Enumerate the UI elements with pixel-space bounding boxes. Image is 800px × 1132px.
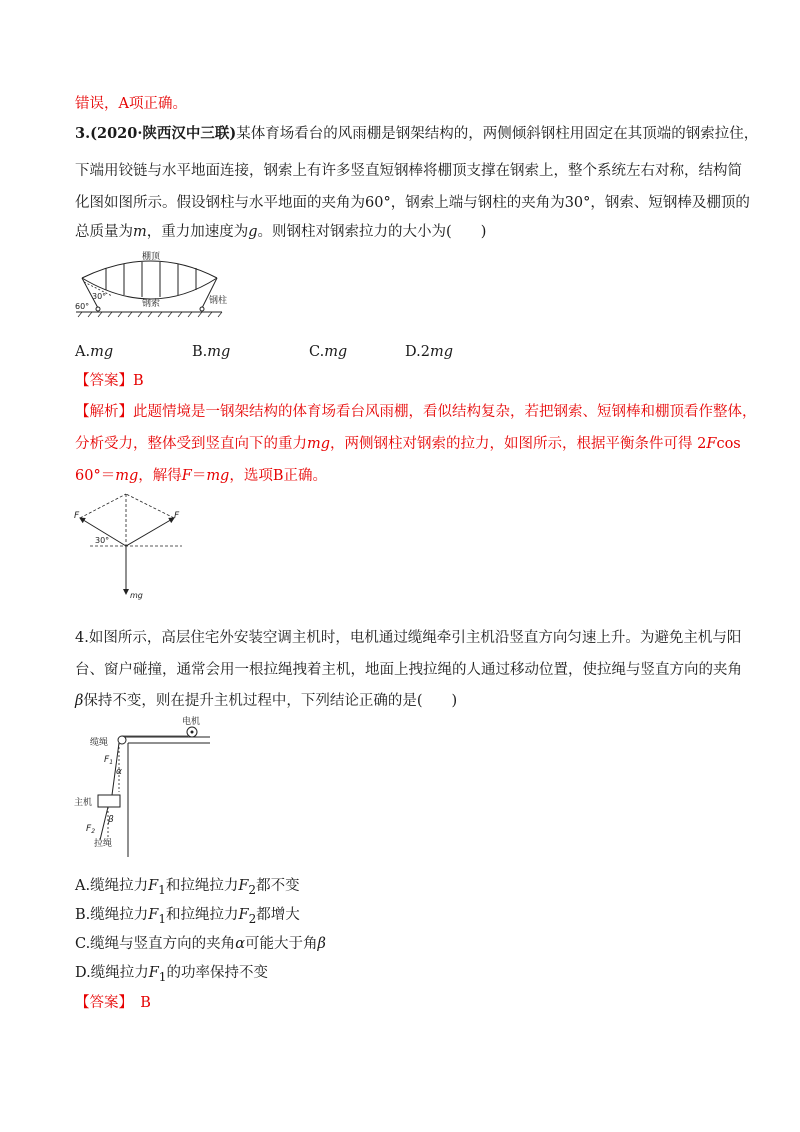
label-pillar: 钢柱 [209, 296, 228, 306]
q3-stem-text-4a: 总质量为 [75, 224, 133, 240]
label-force-left: F [74, 511, 80, 521]
option-text: 都增大 [256, 907, 300, 923]
q3-source: (2020·陕西汉中三联) [90, 125, 237, 142]
q4-answer: 【答案】 B [75, 995, 151, 1011]
beta-symbol: β [75, 693, 84, 709]
subscript: 2 [248, 911, 257, 926]
q3-number: 3. [75, 125, 91, 142]
analysis-text-1: 此题情境是一钢架结构的体育场看台风雨棚，看似结构复杂，若把钢索、短钢棒和棚顶看作整体， [133, 404, 757, 420]
q3-stem-line-3: 化图如图所示。假设钢柱与水平地面的夹角为60°，钢索上端与钢柱的夹角为30°，钢索、短钢棒及棚顶的 [75, 195, 750, 211]
option-text: A.缆绳拉力 [75, 878, 149, 894]
pulley [118, 736, 126, 744]
q3-force-diagram [70, 490, 190, 605]
force-right-vector [126, 518, 174, 546]
analysis-text: ，选项B正确。 [229, 468, 328, 484]
analysis-text: ，解得 [138, 468, 182, 484]
subscript: 1 [158, 882, 166, 897]
left-hinge [96, 307, 100, 311]
option-key: D.2 [405, 344, 430, 360]
option-text: B.缆绳拉力 [75, 907, 149, 923]
host-unit [98, 795, 120, 807]
q4-stem-line-1: 4.如图所示，高层住宅外安装空调主机时，电机通过缆绳牵引主机沿竖直方向匀速上升。为避免主机与阳 [75, 630, 742, 646]
q3-option-b[interactable] [192, 342, 230, 362]
beta-symbol: β [317, 936, 326, 952]
q3-stem-text-4c: 。则钢柱对钢索拉力的大小为( ) [257, 224, 487, 240]
option-text: D.缆绳拉力 [75, 965, 149, 981]
label-weight: mg [130, 591, 143, 600]
subscript: 1 [158, 969, 167, 984]
parallelogram-dash-left [80, 494, 126, 518]
option-text: 都不变 [256, 878, 300, 894]
q4-option-b[interactable] [75, 905, 300, 929]
q3-option-d[interactable] [405, 342, 453, 362]
analysis-text: 60°＝ [75, 468, 116, 484]
q3-option-a[interactable] [75, 342, 113, 362]
label-roof: 棚顶 [142, 252, 161, 262]
q3-analysis-line-2 [75, 434, 741, 454]
label-beta: β [108, 815, 114, 825]
short-steel-rods [106, 262, 196, 297]
option-key: B. [192, 344, 208, 360]
canopy-roof-curve [82, 261, 217, 278]
analysis-symbol: mg [206, 468, 230, 484]
q3-canopy-figure [72, 250, 232, 328]
label-force-right: F [174, 511, 180, 521]
q3-stem-line-2: 下端用铰链与水平地面连接，钢索上有许多竖直短钢棒将棚顶支撑在钢索上，整个系统左右对称，结构简 [75, 163, 742, 179]
analysis-symbol: F [706, 436, 717, 452]
q3-option-c[interactable] [309, 342, 347, 362]
force-symbol: F [148, 878, 159, 894]
q3-stem-line-1 [75, 124, 758, 144]
analysis-symbol: F [181, 468, 192, 484]
label-rope: 拉绳 [94, 839, 113, 849]
pull-rope [100, 807, 108, 840]
q4-option-d[interactable] [75, 963, 268, 987]
q3-stem-text-4b: ，重力加速度为 [146, 224, 249, 240]
ground-hatch [78, 312, 222, 317]
option-value: mg [207, 344, 231, 360]
label-angle-60: 60° [75, 302, 90, 311]
label-angle-30: 30° [95, 536, 110, 545]
subscript: 2 [248, 882, 257, 897]
q4-option-a[interactable] [75, 876, 300, 900]
option-text: 可能大于角 [244, 936, 318, 952]
q4-stem-text-3: 保持不变，则在提升主机过程中，下列结论正确的是( ) [83, 693, 458, 709]
force-symbol: F [238, 907, 249, 923]
analysis-text: ＝ [191, 468, 207, 484]
option-text: 的功率保持不变 [166, 965, 268, 981]
q3-gravity-symbol: g [248, 224, 258, 240]
option-text: C.缆绳与竖直方向的夹角 [75, 936, 236, 952]
analysis-symbol: mg [307, 436, 331, 452]
q4-option-c[interactable] [75, 934, 326, 954]
label-f2: $F_2$ [86, 824, 96, 835]
q3-stem-line-4 [75, 222, 486, 242]
q4-hoist-figure [70, 712, 220, 862]
prev-answer-tail: 错误，A项正确。 [75, 96, 187, 112]
analysis-text: ，两侧钢柱对钢索的拉力，如图所示，根据平衡条件可得 2 [330, 436, 707, 452]
label-cable: 钢索 [142, 299, 161, 309]
q3-analysis-line-1 [75, 402, 757, 422]
option-key: C. [309, 344, 325, 360]
q3-answer: 【答案】B [75, 373, 144, 389]
q3-mass-symbol: m [133, 224, 147, 240]
analysis-head: 【解析】 [75, 404, 133, 420]
label-f1: $F_1$ [104, 755, 114, 766]
label-motor: 电机 [182, 717, 201, 727]
q4-stem-line-2: 台、窗户碰撞，通常会用一根拉绳拽着主机，地面上拽拉绳的人通过移动位置，使拉绳与竖直方向的夹角 [75, 662, 742, 678]
right-hinge [200, 307, 204, 311]
label-angle-30: 30° [92, 292, 107, 301]
option-text: 和拉绳拉力 [165, 878, 239, 894]
parallelogram-dash-right [126, 494, 174, 518]
force-symbol: F [148, 965, 159, 981]
label-alpha: α [116, 767, 122, 777]
analysis-text: cos [716, 436, 741, 452]
q3-analysis-line-3 [75, 466, 327, 486]
label-host: 主机 [74, 798, 93, 808]
label-cable: 缆绳 [90, 738, 109, 748]
option-key: A. [75, 344, 91, 360]
alpha-symbol: α [235, 936, 245, 952]
analysis-symbol: mg [115, 468, 139, 484]
force-symbol: F [148, 907, 159, 923]
q3-stem-text-1: 某体育场看台的风雨棚是钢架结构的，两侧倾斜钢柱用固定在其顶端的钢索拉住， [236, 126, 759, 142]
option-text: 和拉绳拉力 [166, 907, 239, 923]
analysis-text: 分析受力，整体受到竖直向下的重力 [75, 436, 307, 452]
subscript: 1 [158, 911, 167, 926]
option-value: mg [429, 344, 453, 360]
option-value: mg [90, 344, 114, 360]
q4-stem-line-3 [75, 691, 457, 711]
motor-center [191, 731, 194, 734]
force-symbol: F [238, 878, 249, 894]
option-value: mg [324, 344, 348, 360]
